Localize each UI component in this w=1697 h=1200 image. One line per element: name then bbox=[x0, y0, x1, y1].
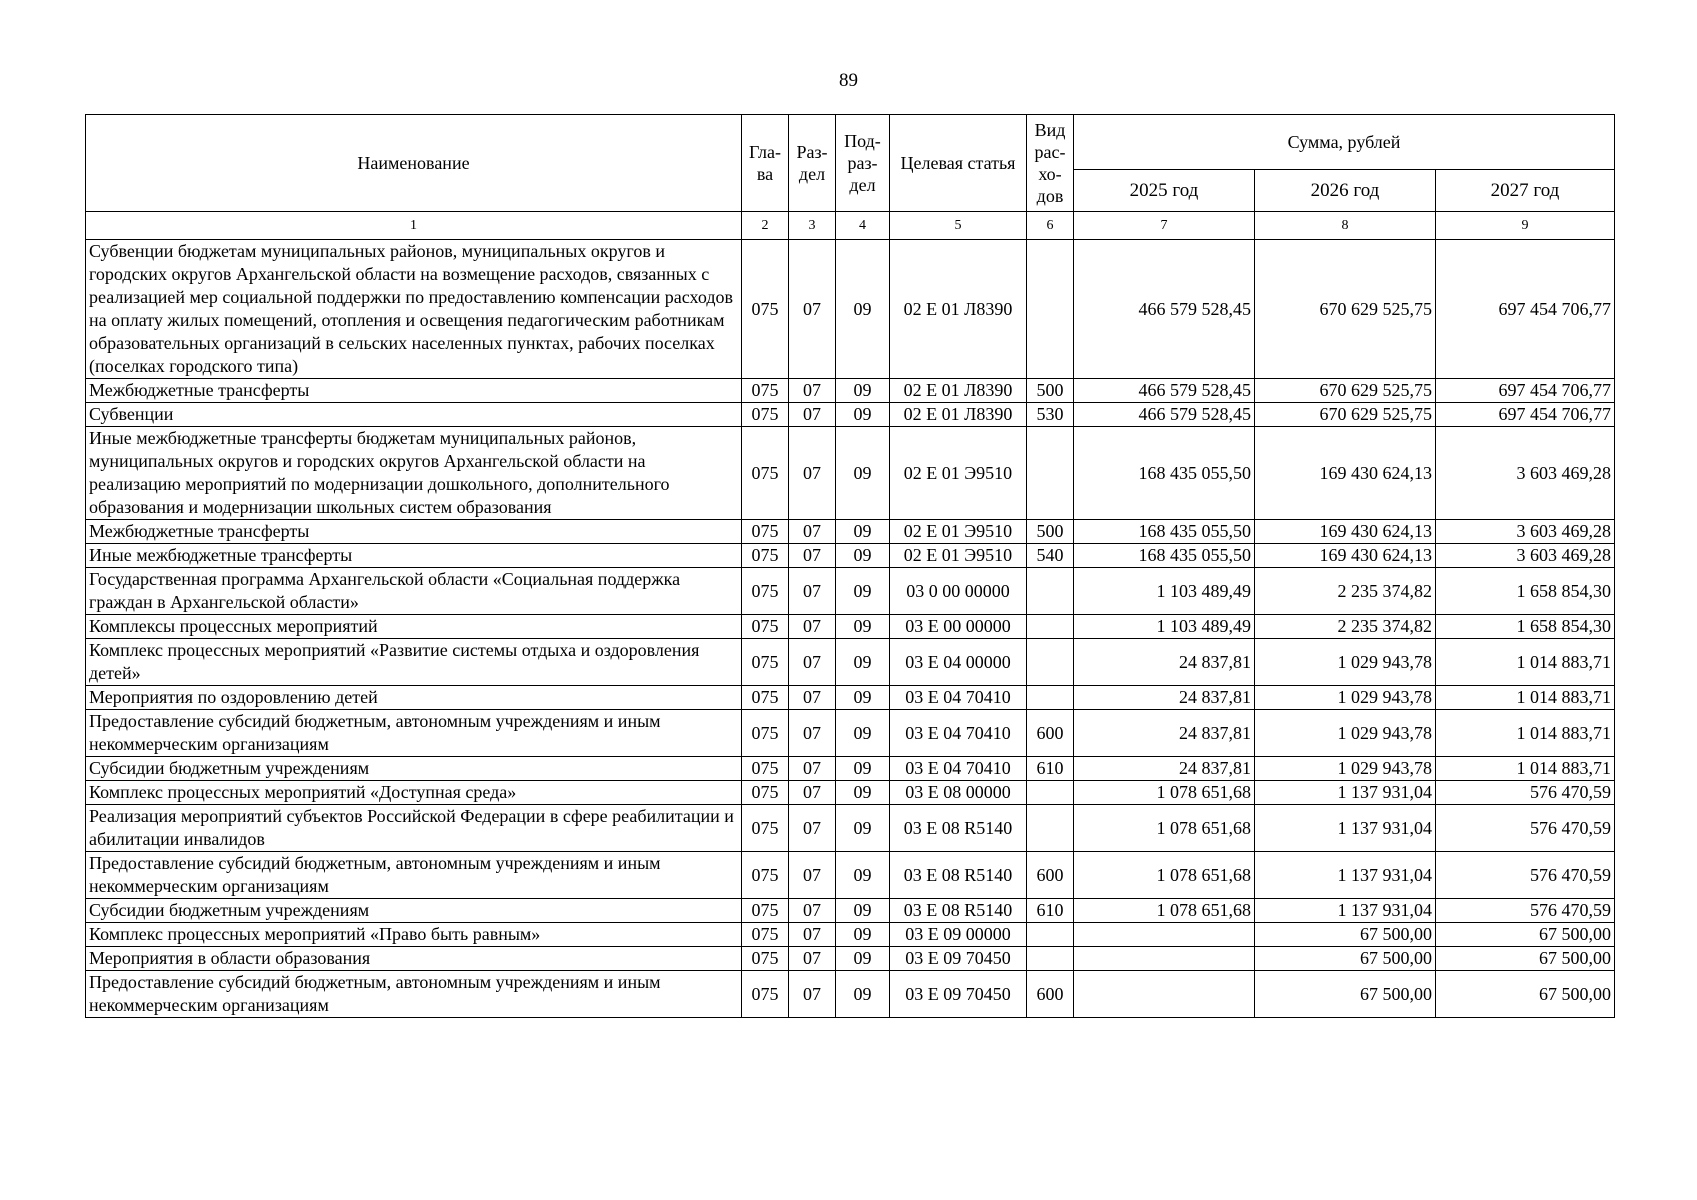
row-razdel: 07 bbox=[789, 805, 836, 852]
row-razdel: 07 bbox=[789, 852, 836, 899]
row-sum-2026: 1 137 931,04 bbox=[1255, 899, 1436, 923]
row-sum-2025: 24 837,81 bbox=[1074, 710, 1255, 757]
row-sum-2025: 1 103 489,49 bbox=[1074, 568, 1255, 615]
table-body bbox=[86, 212, 1615, 1018]
table-row bbox=[86, 568, 1615, 615]
row-razdel: 07 bbox=[789, 639, 836, 686]
row-sum-2027: 3 603 469,28 bbox=[1436, 427, 1615, 520]
row-vid-rashodov bbox=[1027, 639, 1074, 686]
budget-table bbox=[85, 114, 1615, 1018]
row-name: Субвенции бюджетам муниципальных районов, муниципальных округов и городских округов Архангельской области на возмещение расходов, связанных с реализацией мер социальной поддержки по предоставлению компенсации расходов на оплату жилых помещений, отопления и освещения педагогическим работникам образовательных организаций в сельских населенных пунктах, рабочих поселках (поселках городского типа) bbox=[86, 240, 742, 379]
row-podrazdel: 09 bbox=[836, 615, 890, 639]
row-sum-2025: 466 579 528,45 bbox=[1074, 379, 1255, 403]
table-row bbox=[86, 403, 1615, 427]
row-glava: 075 bbox=[742, 781, 789, 805]
row-sum-2027: 1 014 883,71 bbox=[1436, 757, 1615, 781]
row-sum-2025: 1 078 651,68 bbox=[1074, 781, 1255, 805]
row-name: Субсидии бюджетным учреждениям bbox=[86, 757, 742, 781]
row-sum-2027: 697 454 706,77 bbox=[1436, 379, 1615, 403]
row-vid-rashodov: 600 bbox=[1027, 971, 1074, 1018]
row-podrazdel: 09 bbox=[836, 852, 890, 899]
row-sum-2027: 697 454 706,77 bbox=[1436, 403, 1615, 427]
row-celevaya-statya: 03 Е 08 R5140 bbox=[890, 805, 1027, 852]
row-name: Мероприятия по оздоровлению детей bbox=[86, 686, 742, 710]
row-sum-2025: 24 837,81 bbox=[1074, 757, 1255, 781]
row-sum-2026: 169 430 624,13 bbox=[1255, 520, 1436, 544]
header-podrazdel: Под-раз-дел bbox=[836, 115, 890, 212]
column-number: 2 bbox=[742, 212, 789, 240]
row-sum-2025: 466 579 528,45 bbox=[1074, 403, 1255, 427]
row-podrazdel: 09 bbox=[836, 240, 890, 379]
row-razdel: 07 bbox=[789, 240, 836, 379]
row-sum-2025: 466 579 528,45 bbox=[1074, 240, 1255, 379]
row-celevaya-statya: 02 Е 01 Л8390 bbox=[890, 379, 1027, 403]
row-podrazdel: 09 bbox=[836, 403, 890, 427]
row-vid-rashodov bbox=[1027, 923, 1074, 947]
row-sum-2026: 67 500,00 bbox=[1255, 971, 1436, 1018]
row-glava: 075 bbox=[742, 971, 789, 1018]
row-celevaya-statya: 03 Е 04 70410 bbox=[890, 710, 1027, 757]
row-celevaya-statya: 03 Е 08 R5140 bbox=[890, 899, 1027, 923]
row-vid-rashodov bbox=[1027, 781, 1074, 805]
row-name: Комплексы процессных мероприятий bbox=[86, 615, 742, 639]
row-razdel: 07 bbox=[789, 899, 836, 923]
row-name: Иные межбюджетные трансферты bbox=[86, 544, 742, 568]
column-number: 4 bbox=[836, 212, 890, 240]
row-razdel: 07 bbox=[789, 947, 836, 971]
row-razdel: 07 bbox=[789, 781, 836, 805]
row-razdel: 07 bbox=[789, 615, 836, 639]
row-celevaya-statya: 03 Е 00 00000 bbox=[890, 615, 1027, 639]
row-glava: 075 bbox=[742, 615, 789, 639]
row-glava: 075 bbox=[742, 899, 789, 923]
row-sum-2027: 576 470,59 bbox=[1436, 805, 1615, 852]
row-vid-rashodov bbox=[1027, 240, 1074, 379]
table-row bbox=[86, 686, 1615, 710]
row-name: Мероприятия в области образования bbox=[86, 947, 742, 971]
row-sum-2026: 670 629 525,75 bbox=[1255, 403, 1436, 427]
row-sum-2025 bbox=[1074, 971, 1255, 1018]
row-sum-2027: 67 500,00 bbox=[1436, 971, 1615, 1018]
row-glava: 075 bbox=[742, 427, 789, 520]
row-sum-2027: 576 470,59 bbox=[1436, 852, 1615, 899]
table-row bbox=[86, 899, 1615, 923]
row-celevaya-statya: 03 Е 09 70450 bbox=[890, 971, 1027, 1018]
row-podrazdel: 09 bbox=[836, 520, 890, 544]
header-year-2025: 2025 год bbox=[1074, 170, 1255, 212]
row-sum-2027: 1 658 854,30 bbox=[1436, 615, 1615, 639]
row-razdel: 07 bbox=[789, 568, 836, 615]
row-podrazdel: 09 bbox=[836, 427, 890, 520]
row-sum-2025: 1 103 489,49 bbox=[1074, 615, 1255, 639]
row-podrazdel: 09 bbox=[836, 971, 890, 1018]
row-name: Предоставление субсидий бюджетным, автономным учреждениям и иным некоммерческим организациям bbox=[86, 971, 742, 1018]
row-sum-2025 bbox=[1074, 923, 1255, 947]
header-year-2027: 2027 год bbox=[1436, 170, 1615, 212]
row-razdel: 07 bbox=[789, 971, 836, 1018]
row-sum-2026: 67 500,00 bbox=[1255, 947, 1436, 971]
row-razdel: 07 bbox=[789, 923, 836, 947]
row-sum-2025: 1 078 651,68 bbox=[1074, 899, 1255, 923]
row-name: Государственная программа Архангельской области «Социальная поддержка граждан в Архангельской области» bbox=[86, 568, 742, 615]
row-glava: 075 bbox=[742, 686, 789, 710]
row-razdel: 07 bbox=[789, 544, 836, 568]
row-vid-rashodov bbox=[1027, 805, 1074, 852]
row-vid-rashodov: 500 bbox=[1027, 520, 1074, 544]
row-razdel: 07 bbox=[789, 379, 836, 403]
row-celevaya-statya: 02 Е 01 Э9510 bbox=[890, 520, 1027, 544]
row-sum-2027: 576 470,59 bbox=[1436, 781, 1615, 805]
header-razdel: Раз-дел bbox=[789, 115, 836, 212]
row-glava: 075 bbox=[742, 544, 789, 568]
row-sum-2026: 169 430 624,13 bbox=[1255, 427, 1436, 520]
row-celevaya-statya: 02 Е 01 Э9510 bbox=[890, 427, 1027, 520]
row-vid-rashodov bbox=[1027, 686, 1074, 710]
row-sum-2026: 1 137 931,04 bbox=[1255, 781, 1436, 805]
row-razdel: 07 bbox=[789, 757, 836, 781]
row-sum-2026: 1 029 943,78 bbox=[1255, 757, 1436, 781]
row-podrazdel: 09 bbox=[836, 639, 890, 686]
row-sum-2026: 1 029 943,78 bbox=[1255, 710, 1436, 757]
row-celevaya-statya: 02 Е 01 Э9510 bbox=[890, 544, 1027, 568]
row-sum-2026: 2 235 374,82 bbox=[1255, 568, 1436, 615]
row-celevaya-statya: 03 Е 09 00000 bbox=[890, 923, 1027, 947]
row-vid-rashodov: 540 bbox=[1027, 544, 1074, 568]
row-glava: 075 bbox=[742, 923, 789, 947]
table-row bbox=[86, 615, 1615, 639]
row-glava: 075 bbox=[742, 639, 789, 686]
table-row bbox=[86, 639, 1615, 686]
row-razdel: 07 bbox=[789, 427, 836, 520]
row-sum-2027: 3 603 469,28 bbox=[1436, 544, 1615, 568]
row-vid-rashodov bbox=[1027, 947, 1074, 971]
column-number: 8 bbox=[1255, 212, 1436, 240]
row-glava: 075 bbox=[742, 403, 789, 427]
table-row bbox=[86, 240, 1615, 379]
row-celevaya-statya: 02 Е 01 Л8390 bbox=[890, 240, 1027, 379]
table-row bbox=[86, 520, 1615, 544]
row-celevaya-statya: 03 Е 08 00000 bbox=[890, 781, 1027, 805]
row-sum-2027: 1 014 883,71 bbox=[1436, 639, 1615, 686]
row-sum-2025 bbox=[1074, 947, 1255, 971]
column-number-row bbox=[86, 212, 1615, 240]
row-sum-2025: 24 837,81 bbox=[1074, 686, 1255, 710]
row-podrazdel: 09 bbox=[836, 757, 890, 781]
row-glava: 075 bbox=[742, 379, 789, 403]
row-celevaya-statya: 03 Е 04 70410 bbox=[890, 757, 1027, 781]
row-glava: 075 bbox=[742, 240, 789, 379]
row-sum-2026: 169 430 624,13 bbox=[1255, 544, 1436, 568]
row-sum-2027: 1 014 883,71 bbox=[1436, 710, 1615, 757]
row-razdel: 07 bbox=[789, 520, 836, 544]
row-sum-2026: 1 029 943,78 bbox=[1255, 686, 1436, 710]
table-row bbox=[86, 781, 1615, 805]
row-glava: 075 bbox=[742, 757, 789, 781]
column-number: 9 bbox=[1436, 212, 1615, 240]
header-year-2026: 2026 год bbox=[1255, 170, 1436, 212]
row-sum-2025: 168 435 055,50 bbox=[1074, 427, 1255, 520]
row-sum-2026: 1 029 943,78 bbox=[1255, 639, 1436, 686]
row-podrazdel: 09 bbox=[836, 947, 890, 971]
row-sum-2026: 67 500,00 bbox=[1255, 923, 1436, 947]
row-celevaya-statya: 03 Е 04 70410 bbox=[890, 686, 1027, 710]
row-vid-rashodov bbox=[1027, 568, 1074, 615]
row-sum-2026: 2 235 374,82 bbox=[1255, 615, 1436, 639]
row-sum-2025: 168 435 055,50 bbox=[1074, 520, 1255, 544]
row-glava: 075 bbox=[742, 568, 789, 615]
row-vid-rashodov bbox=[1027, 427, 1074, 520]
table-row bbox=[86, 710, 1615, 757]
row-glava: 075 bbox=[742, 947, 789, 971]
row-name: Предоставление субсидий бюджетным, автономным учреждениям и иным некоммерческим организациям bbox=[86, 710, 742, 757]
column-number: 5 bbox=[890, 212, 1027, 240]
row-glava: 075 bbox=[742, 710, 789, 757]
row-podrazdel: 09 bbox=[836, 710, 890, 757]
row-sum-2025: 168 435 055,50 bbox=[1074, 544, 1255, 568]
row-sum-2025: 1 078 651,68 bbox=[1074, 805, 1255, 852]
row-glava: 075 bbox=[742, 805, 789, 852]
header-glava: Гла-ва bbox=[742, 115, 789, 212]
column-number: 3 bbox=[789, 212, 836, 240]
row-sum-2027: 697 454 706,77 bbox=[1436, 240, 1615, 379]
row-sum-2027: 1 658 854,30 bbox=[1436, 568, 1615, 615]
row-glava: 075 bbox=[742, 520, 789, 544]
row-podrazdel: 09 bbox=[836, 568, 890, 615]
row-name: Иные межбюджетные трансферты бюджетам муниципальных районов, муниципальных округов и городских округов Архангельской области на реализацию мероприятий по модернизации дошкольного, дополнительного образования и модернизации школьных систем образования bbox=[86, 427, 742, 520]
table-row bbox=[86, 852, 1615, 899]
row-sum-2027: 3 603 469,28 bbox=[1436, 520, 1615, 544]
row-celevaya-statya: 02 Е 01 Л8390 bbox=[890, 403, 1027, 427]
row-vid-rashodov: 610 bbox=[1027, 757, 1074, 781]
table-row bbox=[86, 427, 1615, 520]
row-vid-rashodov bbox=[1027, 615, 1074, 639]
row-glava: 075 bbox=[742, 852, 789, 899]
row-podrazdel: 09 bbox=[836, 544, 890, 568]
page-number: 89 bbox=[839, 70, 858, 91]
row-name: Субвенции bbox=[86, 403, 742, 427]
row-vid-rashodov: 610 bbox=[1027, 899, 1074, 923]
row-podrazdel: 09 bbox=[836, 686, 890, 710]
row-name: Комплекс процессных мероприятий «Развитие системы отдыха и оздоровления детей» bbox=[86, 639, 742, 686]
row-name: Предоставление субсидий бюджетным, автономным учреждениям и иным некоммерческим организациям bbox=[86, 852, 742, 899]
row-celevaya-statya: 03 Е 09 70450 bbox=[890, 947, 1027, 971]
header-vid: Вид рас-хо-дов bbox=[1027, 115, 1074, 212]
row-name: Комплекс процессных мероприятий «Право быть равным» bbox=[86, 923, 742, 947]
row-sum-2026: 1 137 931,04 bbox=[1255, 805, 1436, 852]
row-razdel: 07 bbox=[789, 710, 836, 757]
row-name: Реализация мероприятий субъектов Российской Федерации в сфере реабилитации и абилитации инвалидов bbox=[86, 805, 742, 852]
row-sum-2027: 67 500,00 bbox=[1436, 947, 1615, 971]
table-row bbox=[86, 379, 1615, 403]
row-name: Комплекс процессных мероприятий «Доступная среда» bbox=[86, 781, 742, 805]
row-celevaya-statya: 03 Е 04 00000 bbox=[890, 639, 1027, 686]
row-vid-rashodov: 500 bbox=[1027, 379, 1074, 403]
column-number: 7 bbox=[1074, 212, 1255, 240]
row-celevaya-statya: 03 0 00 00000 bbox=[890, 568, 1027, 615]
row-razdel: 07 bbox=[789, 686, 836, 710]
row-podrazdel: 09 bbox=[836, 899, 890, 923]
column-number: 1 bbox=[86, 212, 742, 240]
row-razdel: 07 bbox=[789, 403, 836, 427]
row-name: Межбюджетные трансферты bbox=[86, 520, 742, 544]
row-sum-2026: 670 629 525,75 bbox=[1255, 379, 1436, 403]
column-number: 6 bbox=[1027, 212, 1074, 240]
row-podrazdel: 09 bbox=[836, 805, 890, 852]
table-row bbox=[86, 757, 1615, 781]
row-vid-rashodov: 530 bbox=[1027, 403, 1074, 427]
row-podrazdel: 09 bbox=[836, 379, 890, 403]
row-sum-2026: 670 629 525,75 bbox=[1255, 240, 1436, 379]
row-sum-2027: 67 500,00 bbox=[1436, 923, 1615, 947]
row-vid-rashodov: 600 bbox=[1027, 710, 1074, 757]
table-row bbox=[86, 971, 1615, 1018]
table-row bbox=[86, 947, 1615, 971]
table-row bbox=[86, 923, 1615, 947]
row-sum-2027: 576 470,59 bbox=[1436, 899, 1615, 923]
row-podrazdel: 09 bbox=[836, 923, 890, 947]
row-sum-2026: 1 137 931,04 bbox=[1255, 852, 1436, 899]
row-sum-2027: 1 014 883,71 bbox=[1436, 686, 1615, 710]
table-row bbox=[86, 805, 1615, 852]
header-sum-group: Сумма, рублей bbox=[1074, 115, 1615, 170]
row-podrazdel: 09 bbox=[836, 781, 890, 805]
row-vid-rashodov: 600 bbox=[1027, 852, 1074, 899]
table-row bbox=[86, 544, 1615, 568]
row-name: Межбюджетные трансферты bbox=[86, 379, 742, 403]
row-name: Субсидии бюджетным учреждениям bbox=[86, 899, 742, 923]
row-sum-2025: 24 837,81 bbox=[1074, 639, 1255, 686]
row-sum-2025: 1 078 651,68 bbox=[1074, 852, 1255, 899]
row-celevaya-statya: 03 Е 08 R5140 bbox=[890, 852, 1027, 899]
header-name: Наименование bbox=[86, 115, 742, 212]
header-celevaya: Целевая статья bbox=[890, 115, 1027, 212]
